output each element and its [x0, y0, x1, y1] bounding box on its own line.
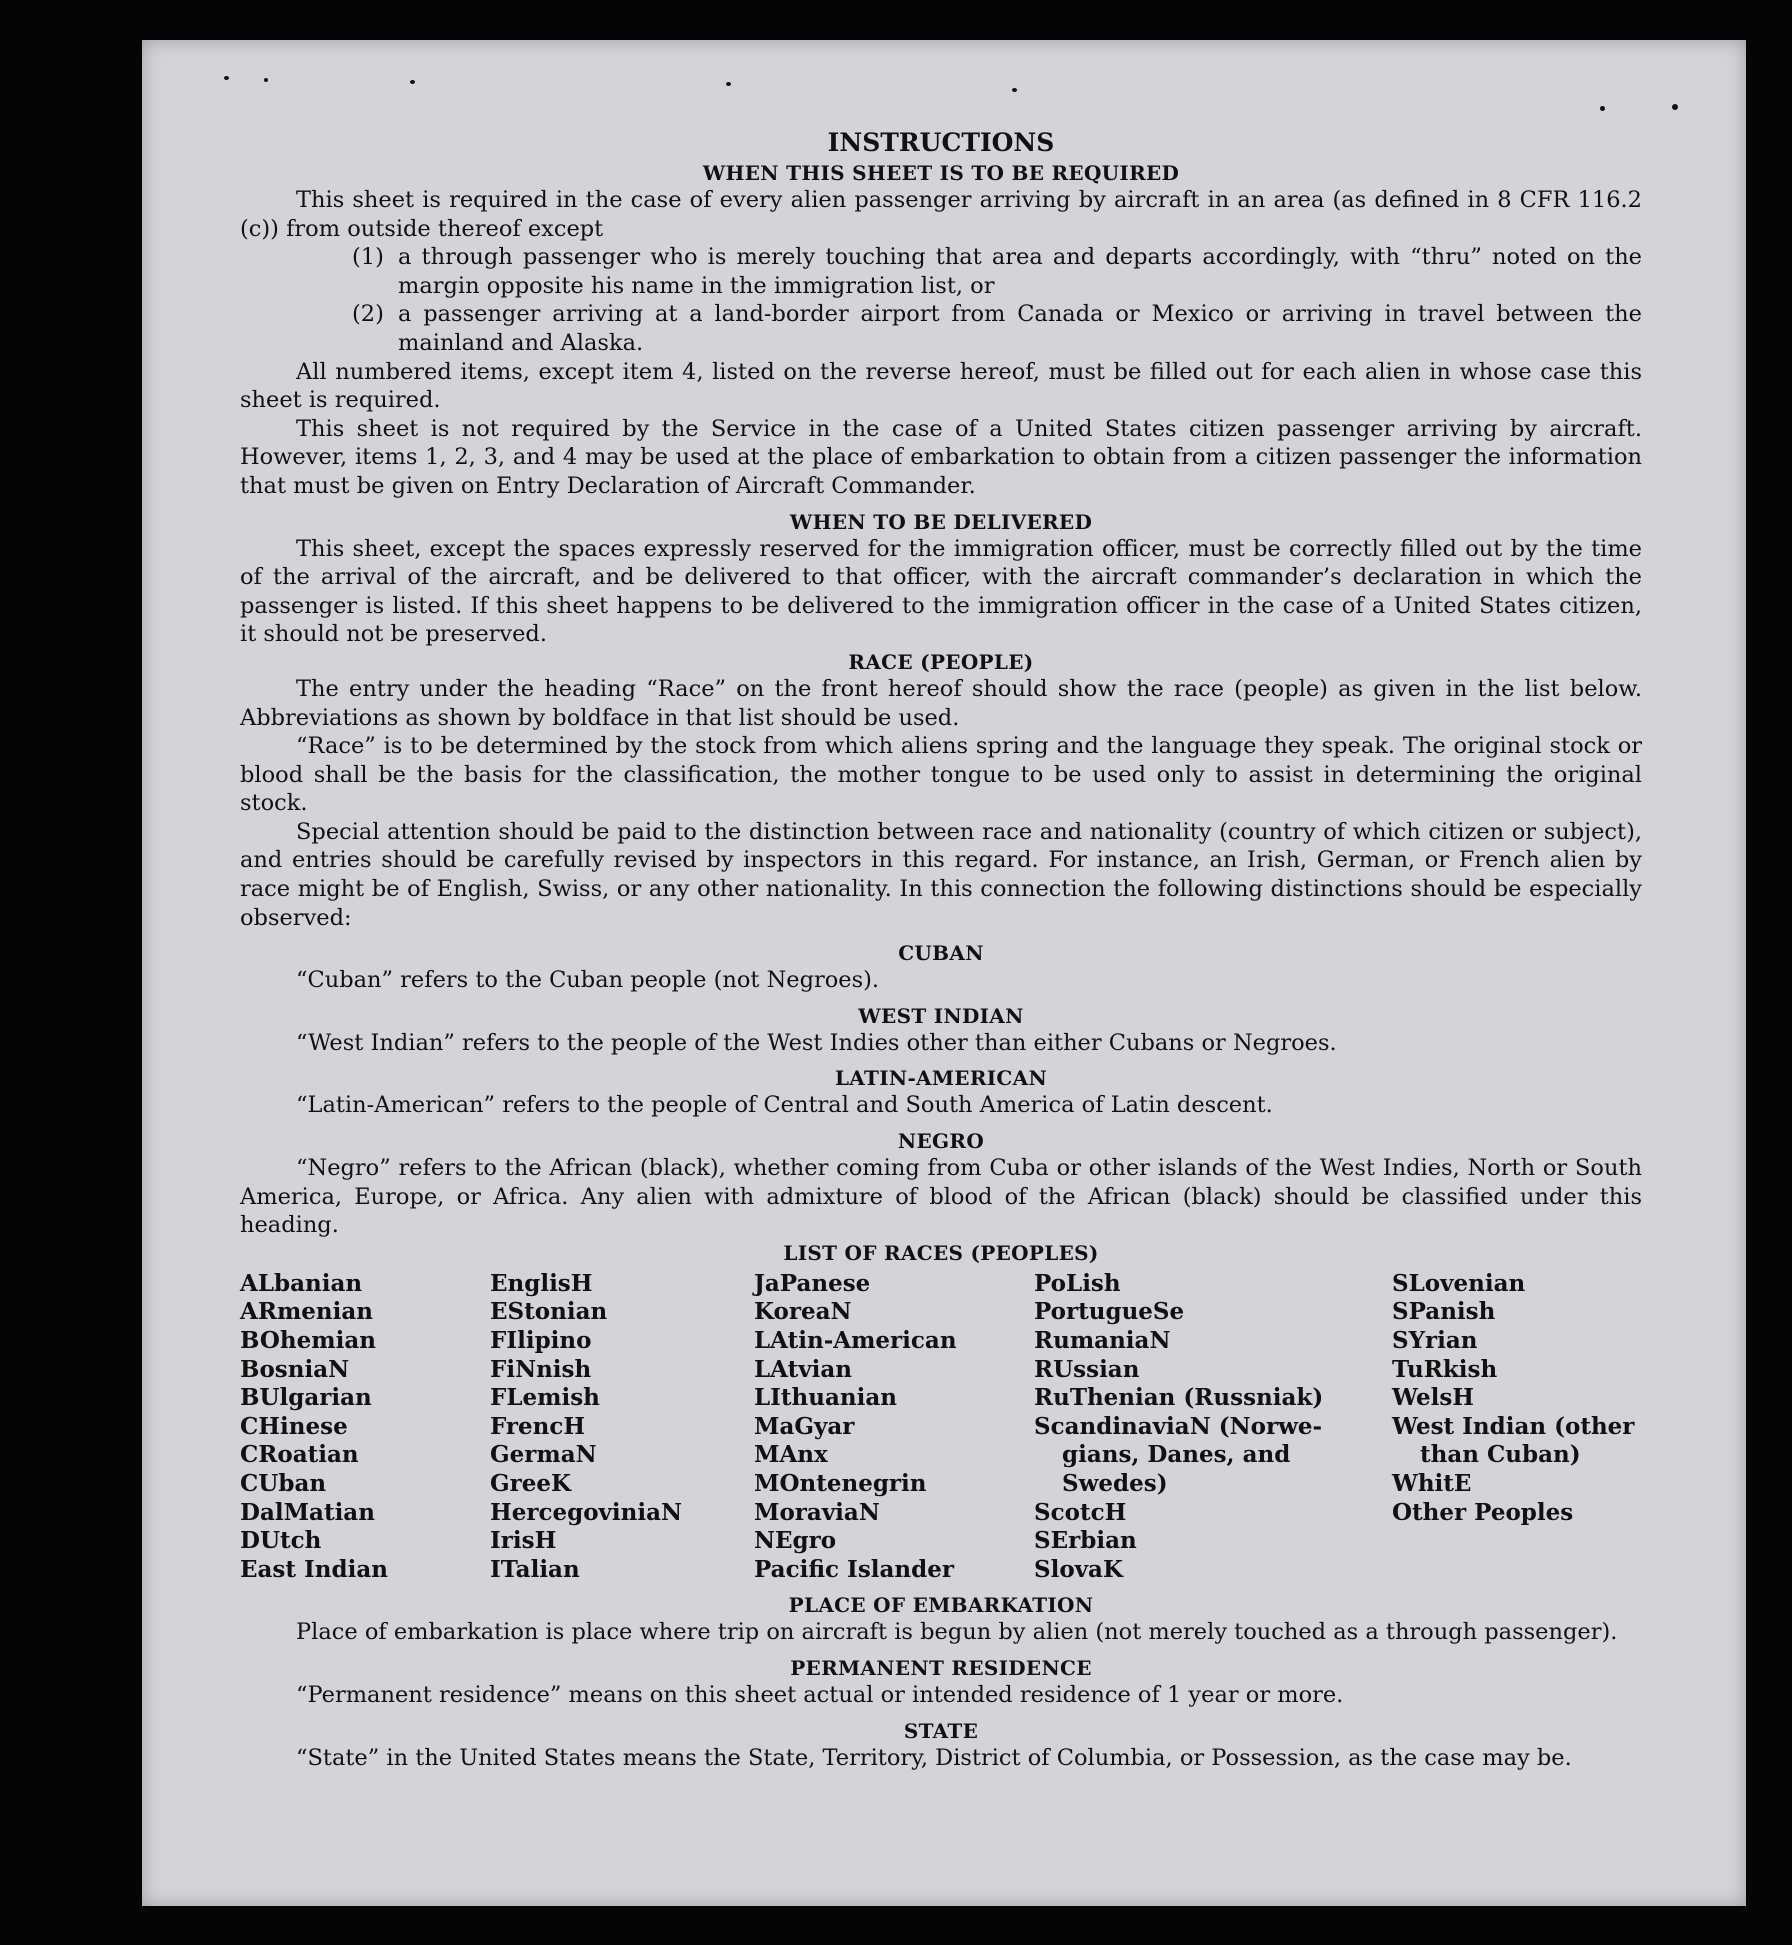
ink-speck [1012, 88, 1017, 92]
race-item: GermaN [490, 1441, 597, 1469]
race-column-3 [754, 1270, 1034, 1585]
race-item: MaGyar [754, 1412, 855, 1440]
section-heading-latin-american: LATIN-AMERICAN [834, 1066, 1048, 1091]
race-item: SlovaK [1034, 1555, 1123, 1583]
race-item: CRoatian [240, 1441, 359, 1469]
race-item: Swedes) [1062, 1469, 1168, 1497]
definition-text: Place of embarkation is place where trip on aircraft is begun by alien (not merely touched as a through passenger). [296, 1619, 1618, 1646]
item-text: a through passenger who is merely touching that area and departs accordingly, with “thru” noted on the margin opposite his name in the immigration list, or [398, 244, 1642, 299]
race-item: MAnx [754, 1441, 828, 1469]
race-item: SPanish [1392, 1298, 1496, 1326]
document-sheet [142, 40, 1746, 1906]
ink-speck [224, 76, 229, 80]
race-item: RumaniaN [1034, 1327, 1171, 1354]
race-item: LAtvian [754, 1355, 852, 1383]
race-item: WelsH [1392, 1384, 1475, 1412]
race-item: DUtch [240, 1527, 322, 1555]
section-heading-permanent-residence: PERMANENT RESIDENCE [790, 1655, 1092, 1680]
race-item: MoraviaN [754, 1498, 880, 1526]
paragraph: This sheet, except the spaces expressly reserved for the immigration officer, must be correctly filled out by the time of the arrival of the aircraft, and be delivered to that officer, with the aircraft commander’s declaration in which the passenger is listed. If this sheet happens to be delivered to the immigration officer in the case of a United States citizen, it should not be preserved. [240, 535, 1642, 648]
race-item: SYrian [1392, 1327, 1478, 1354]
race-item: BosniaN [240, 1355, 350, 1383]
race-item: BUlgarian [240, 1384, 372, 1412]
section-heading-west-indian: WEST INDIAN [858, 1003, 1024, 1028]
definition-text: “Cuban” refers to the Cuban people (not Negroes). [296, 967, 880, 994]
race-item: Other Peoples [1392, 1498, 1574, 1526]
item-text: a passenger arriving at a land-border airport from Canada or Mexico or arriving in travel between the mainland and Alaska. [398, 301, 1642, 356]
item-number: (2) [352, 301, 384, 328]
definition-text: “Permanent residence” means on this sheet actual or intended residence of 1 year or more. [296, 1681, 1344, 1708]
race-item: RuThenian (Russniak) [1034, 1384, 1324, 1412]
race-item: JaPanese [754, 1269, 871, 1297]
paragraph: The entry under the heading “Race” on the front hereof should show the race (people) as given in the list below. Abbreviations as shown by boldface in that list should be used. [240, 675, 1642, 731]
section-heading-when-delivered: WHEN TO BE DELIVERED [789, 509, 1093, 534]
race-item: ScandinaviaN (Norwe- [1034, 1412, 1323, 1440]
race-item: IrisH [490, 1527, 557, 1555]
race-item: FiNnish [490, 1355, 592, 1383]
section-heading-negro: NEGRO [897, 1129, 985, 1154]
race-item: TuRkish [1392, 1355, 1498, 1383]
race-item: FIlipino [490, 1327, 592, 1354]
race-item: CHinese [240, 1412, 348, 1440]
ink-speck [1672, 104, 1678, 110]
race-item: EStonian [490, 1298, 608, 1326]
race-item: ARmenian [240, 1298, 374, 1326]
race-item: East Indian [240, 1555, 388, 1583]
race-item: WhitE [1392, 1469, 1472, 1497]
ink-speck [726, 82, 731, 86]
paragraph: “Race” is to be determined by the stock from which aliens spring and the language they speak. The original stock or blood shall be the basis for the classification, the mother tongue to be used only to assist in determining the original stock. [240, 733, 1642, 817]
race-item: DalMatian [240, 1498, 375, 1526]
race-item: KoreaN [754, 1298, 852, 1326]
race-item: LAtin-American [754, 1327, 957, 1354]
race-item: Pacific Islander [754, 1555, 954, 1583]
race-item: FLemish [490, 1384, 600, 1412]
race-item: HercegoviniaN [490, 1498, 683, 1526]
race-item: RUssian [1034, 1355, 1140, 1383]
race-item: BOhemian [240, 1327, 376, 1354]
race-item: PortugueSe [1034, 1298, 1185, 1326]
page-title: INSTRUCTIONS [827, 128, 1055, 157]
section-heading-when-required: WHEN THIS SHEET IS TO BE REQUIRED [702, 161, 1180, 185]
race-item: gians, Danes, and [1062, 1441, 1291, 1469]
race-item: ITalian [490, 1555, 580, 1583]
race-item: CUban [240, 1469, 327, 1497]
race-item: LIthuanian [754, 1384, 897, 1412]
ink-speck [410, 80, 415, 84]
numbered-item [240, 243, 1642, 300]
definition-text: “West Indian” refers to the people of the West Indies other than either Cubans or Negroes. [296, 1029, 1337, 1056]
section-heading-cuban: CUBAN [898, 941, 984, 966]
race-item: FrencH [490, 1412, 586, 1440]
race-item: SLovenian [1392, 1269, 1526, 1297]
paragraph: This sheet is not required by the Service in the case of a United States citizen passenger arriving by aircraft. However, items 1, 2, 3, and 4 may be used at the place of embarkation to obtain from a citizen passenger the information that must be given on Entry Declaration of Aircraft Commander. [240, 415, 1642, 499]
ink-speck [1600, 106, 1605, 111]
race-item: NEgro [754, 1527, 837, 1555]
race-item: West Indian (other [1392, 1412, 1635, 1440]
paragraph: This sheet is required in the case of every alien passenger arriving by aircraft in an area (as defined in 8 CFR 116.2 (c)) from outside thereof except [240, 187, 1642, 242]
section-heading-list-of-races: LIST OF RACES (PEOPLES) [783, 1240, 1099, 1265]
definition-text: “Negro” refers to the African (black), whether coming from Cuba or other islands of the West Indies, North or South America, Europe, or Africa. Any alien with admixture of blood of the African (black) should be classified under this heading. [240, 1155, 1642, 1239]
definition-text: “State” in the United States means the State, Territory, District of Columbia, or Possession, as the case may be. [296, 1744, 1572, 1771]
section-heading-race: RACE (PEOPLE) [848, 649, 1034, 674]
race-column-2 [490, 1270, 754, 1585]
section-heading-embarkation: PLACE OF EMBARKATION [788, 1593, 1094, 1618]
race-list [240, 1270, 1642, 1585]
race-item: ALbanian [240, 1269, 363, 1297]
race-item: ScotcH [1034, 1498, 1127, 1526]
race-item: GreeK [490, 1469, 572, 1497]
race-column-5 [1392, 1269, 1635, 1585]
race-item: MOntenegrin [754, 1469, 927, 1497]
section-heading-state: STATE [903, 1718, 979, 1743]
ink-speck [264, 78, 268, 82]
race-item: SErbian [1034, 1527, 1137, 1555]
numbered-item [240, 300, 1642, 357]
paragraph: Special attention should be paid to the distinction between race and nationality (country of which citizen or subject), and entries should be carefully revised by inspectors in this regard. For instance, an Irish, German, or French alien by race might be of English, Swiss, or any other nationality. In this connection the following distinctions should be especially observed: [240, 818, 1642, 931]
race-column-4 [1034, 1270, 1392, 1585]
race-item: EnglisH [490, 1269, 593, 1297]
race-column-1 [240, 1270, 490, 1585]
item-number: (1) [352, 244, 384, 271]
race-item: than Cuban) [1420, 1441, 1581, 1469]
definition-text: “Latin-American” refers to the people of Central and South America of Latin descent. [296, 1092, 1273, 1119]
paragraph: All numbered items, except item 4, listed on the reverse hereof, must be filled out for each alien in whose case this sheet is required. [240, 358, 1642, 414]
race-item: PoLish [1034, 1269, 1121, 1297]
